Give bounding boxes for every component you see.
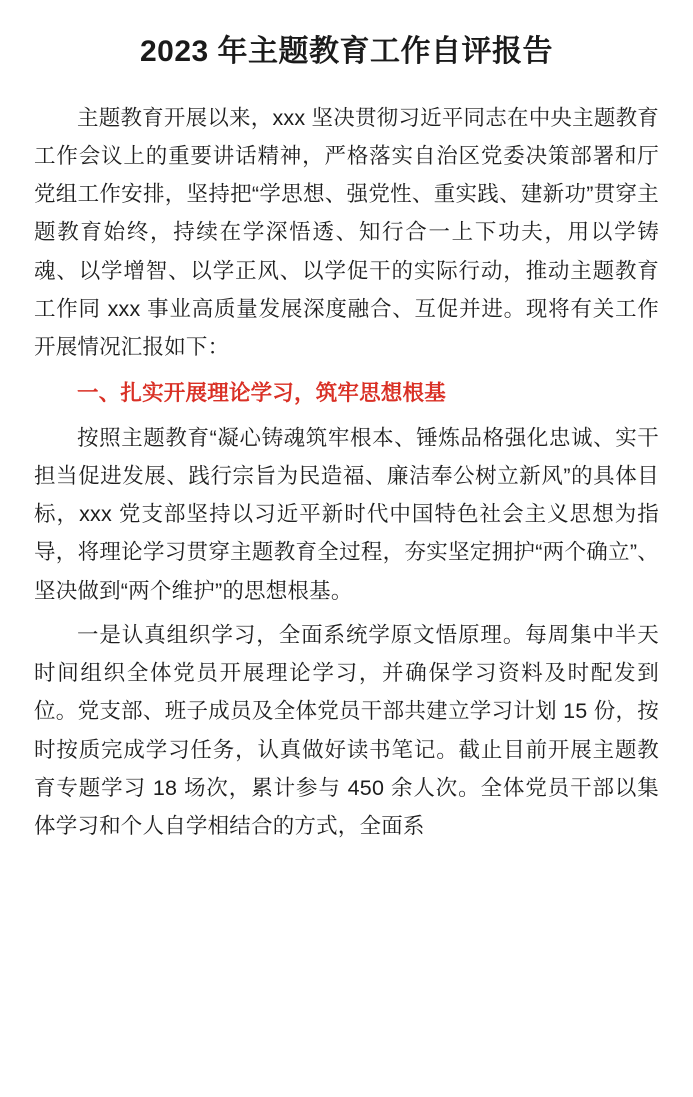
paragraph-intro: 主题教育开展以来，xxx 坚决贯彻习近平同志在中央主题教育工作会议上的重要讲话精神，严格落实自治区党委决策部署和厅党组工作安排，坚持把“学思想、强党性、重实践、建新功”贯穿主题教育始终，持续在学深悟透、知行合一上下功夫，用以学铸魂、以学增智、以学正风、以学促干的实际行动，推动主题教育工作同 xxx 事业高质量发展深度融合、互促并进。现将有关工作开展情况汇报如下： (34, 105, 659, 360)
paragraph-section-1-p2: 一是认真组织学习，全面系统学原文悟原理。每周集中半天时间组织全体党员开展理论学习，并确保学习资料及时配发到位。党支部、班子成员及全体党员干部共建立学习计划 15 份，按时按质完成学习任务，认真做好读书笔记。截止目前开展主题教育专题学习 18 场次，累计参与 450 余人次。全体党员干部以集体学习和个人自学相结合的方式，全面系 (34, 622, 659, 839)
page-title: 2023 年主题教育工作自评报告 (139, 35, 554, 68)
section-heading-1: 一、扎实开展理论学习，筑牢思想根基 (77, 381, 446, 406)
paragraph-section-1-p1: 按照主题教育“凝心铸魂筑牢根本、锤炼品格强化忠诚、实干担当促进发展、践行宗旨为民造福、廉洁奉公树立新风”的具体目标，xxx 党支部坚持以习近平新时代中国特色社会主义思想为指导，将理论学习贯穿主题教育全过程，夯实坚定拥护“两个确立”、坚决做到“两个维护”的思想根基。 (34, 425, 659, 603)
